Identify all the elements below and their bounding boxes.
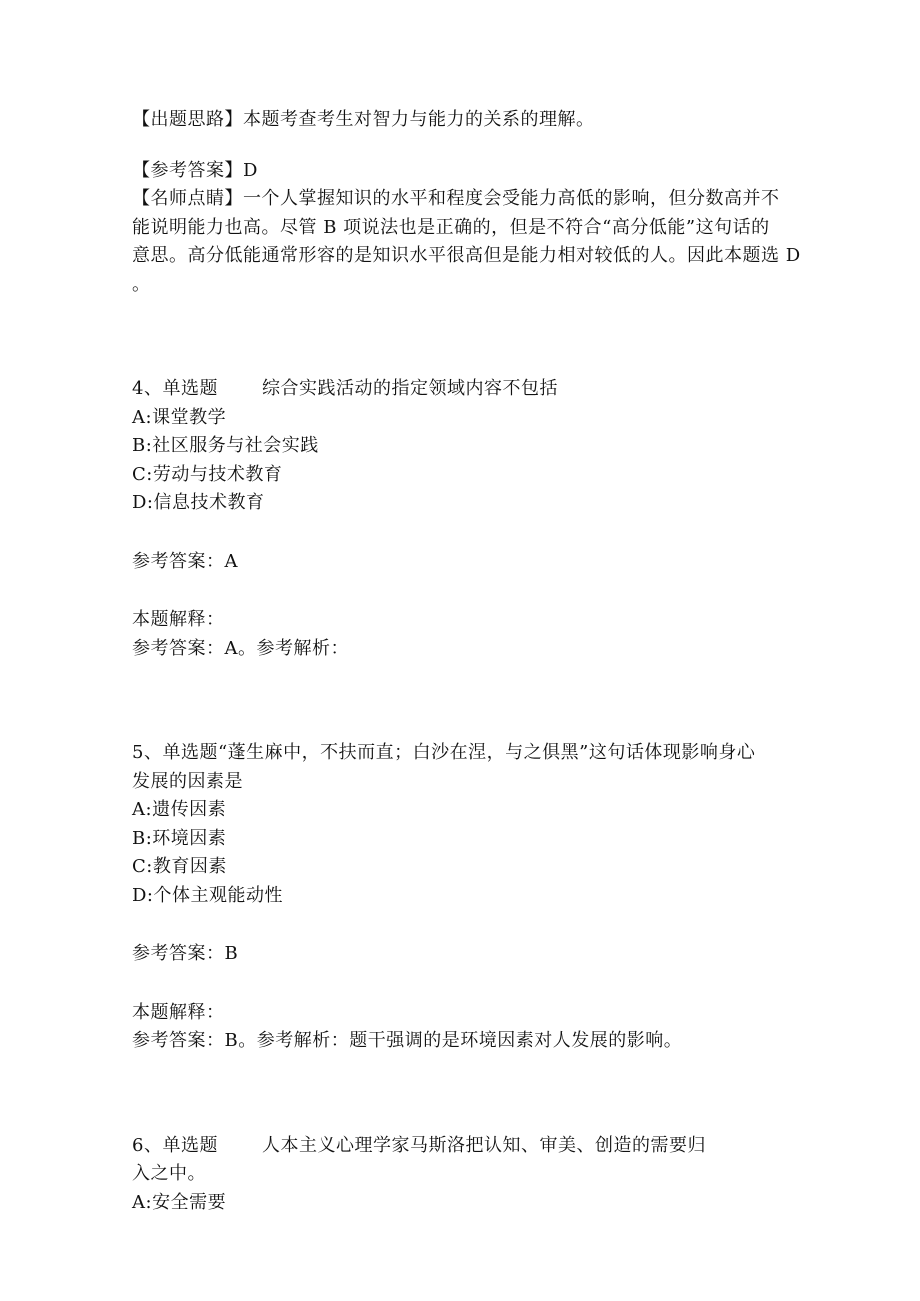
question-5-stem-line: 发展的因素是 [132, 770, 243, 792]
teacher-comment-line: 意思。高分低能通常形容的是知识水平很高但是能力相对较低的人。因此本题选 D [132, 245, 801, 266]
question-text: 综合实践活动的指定领域内容不包括 [262, 378, 558, 399]
question-type: 4、单选题 [132, 378, 218, 399]
option-b: B:社区服务与社会实践 [132, 435, 319, 456]
question-4-stem [132, 375, 792, 404]
teacher-comment-line: 能说明能力也高。尽管 B 项说法也是正确的，但是不符合“高分低能”这句话的 [132, 216, 770, 238]
option-d: D:个体主观能动性 [132, 884, 283, 906]
reference-answer: 参考答案：A [132, 550, 238, 572]
option-c: C:教育因素 [132, 856, 227, 877]
question-6-stem [132, 1132, 792, 1161]
question-type: 6、单选题 [132, 1134, 218, 1156]
explanation-title: 本题解释： [132, 1001, 225, 1023]
option-b: B:环境因素 [132, 827, 227, 849]
explanation-text: 参考答案：A。参考解析： [132, 637, 349, 659]
option-a: A:遗传因素 [132, 799, 227, 820]
document-page [132, 106, 801, 1217]
question-idea: 【出题思路】本题考查考生对智力与能力的关系的理解。 [132, 109, 595, 130]
explanation-title: 本题解释： [132, 609, 225, 630]
reference-answer: 【参考答案】D [132, 159, 258, 181]
option-c: C:劳动与技术教育 [132, 463, 283, 485]
option-a: A:安全需要 [132, 1191, 227, 1213]
option-a: A:课堂教学 [132, 406, 227, 428]
teacher-comment-line: 【名师点睛】一个人掌握知识的水平和程度会受能力高低的影响，但分数高并不 [132, 188, 780, 209]
explanation-text: 参考答案：B。参考解析：题干强调的是环境因素对人发展的影响。 [132, 1030, 683, 1051]
teacher-comment-line: 。 [132, 273, 151, 295]
question-5-stem-line: 5、单选题“蓬生麻中，不扶而直；白沙在涅，与之俱黑”这句话体现影响身心 [132, 742, 756, 763]
question-6-stem-line: 入之中。 [132, 1163, 206, 1184]
option-d: D:信息技术教育 [132, 492, 265, 513]
question-text: 人本主义心理学家马斯洛把认知、审美、创造的需要归 [262, 1134, 706, 1156]
reference-answer: 参考答案：B [132, 943, 239, 964]
